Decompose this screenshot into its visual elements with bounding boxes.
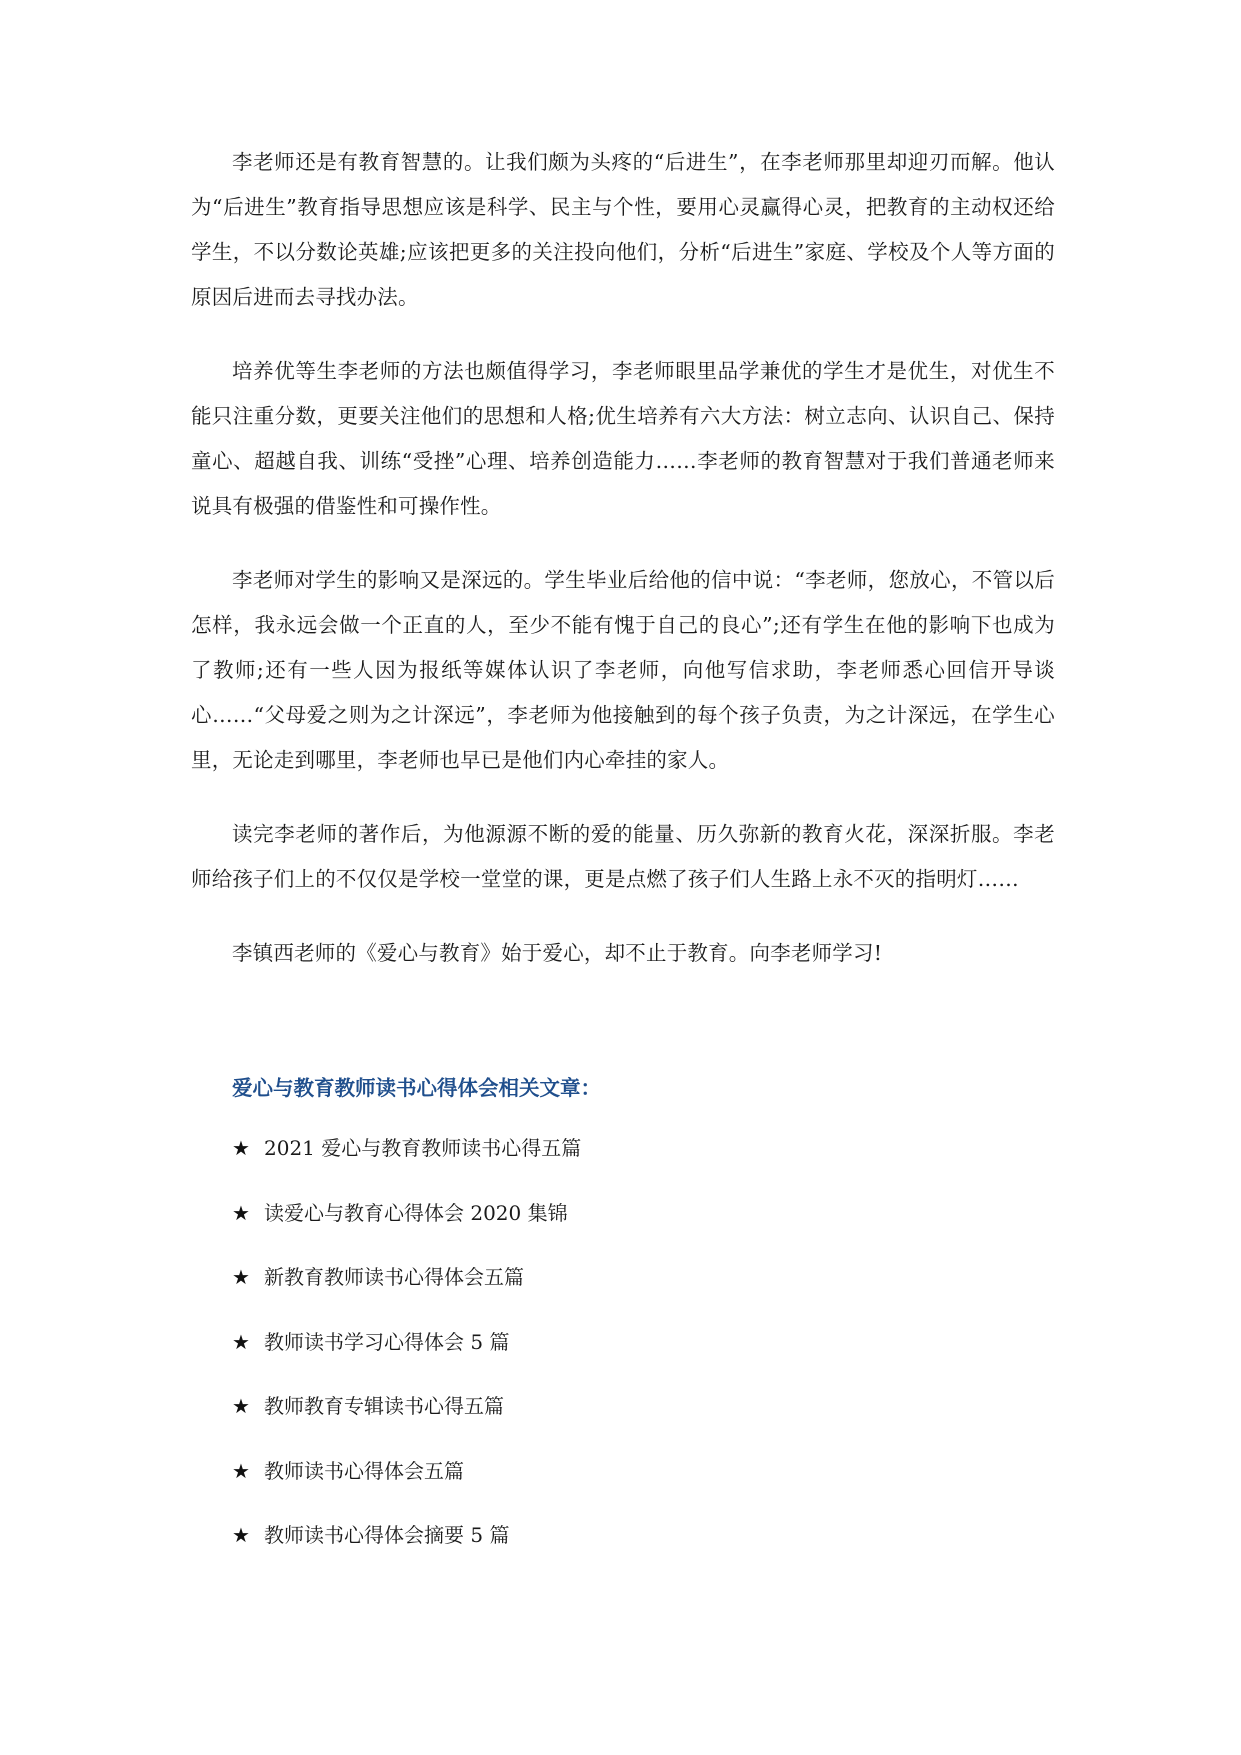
paragraph-1: 李老师还是有教育智慧的。让我们颇为头疼的“后进生”，在李老师那里却迎刃而解。他认为“后进生”教育指导思想应该是科学、民主与个性，要用心灵赢得心灵，把教育的主动权还给学生，不以分数论英雄;应该把更多的关注投向他们，分析“后进生”家庭、学校及个人等方面的原因后进而去寻找办法。 — [191, 150, 1055, 309]
document-page — [191, 140, 1055, 1580]
related-article-link[interactable]: 教师读书心得体会五篇 — [264, 1458, 464, 1483]
related-article-item[interactable] — [232, 1386, 1055, 1426]
related-article-item[interactable] — [232, 1322, 1055, 1362]
related-article-link[interactable]: 新教育教师读书心得体会五篇 — [264, 1265, 524, 1289]
related-article-item[interactable] — [232, 1128, 1055, 1168]
related-article-item[interactable] — [232, 1257, 1055, 1297]
paragraph-2: 培养优等生李老师的方法也颇值得学习，李老师眼里品学兼优的学生才是优生，对优生不能只注重分数，更要关注他们的思想和人格;优生培养有六大方法：树立志向、认识自己、保持童心、超越自我、训练“受挫”心理、培养创造能力……李老师的教育智慧对于我们普通老师来说具有极强的借鉴性和可操作性。 — [191, 359, 1055, 518]
related-article-link[interactable]: 2021 爱心与教育教师读书心得五篇 — [264, 1136, 582, 1160]
related-article-link[interactable]: 教师教育专辑读书心得五篇 — [264, 1394, 504, 1418]
related-article-link[interactable]: 读爱心与教育心得体会 2020 集锦 — [264, 1200, 568, 1225]
paragraph-5: 李镇西老师的《爱心与教育》始于爱心，却不止于教育。向李老师学习! — [232, 941, 883, 965]
article-body — [191, 140, 1055, 976]
paragraph-3: 李老师对学生的影响又是深远的。学生毕业后给他的信中说：“李老师，您放心，不管以后怎样，我永远会做一个正直的人，至少不能有愧于自己的良心”;还有学生在他的影响下也成为了教师;还有一些人因为报纸等媒体认识了李老师，向他写信求助，李老师悉心回信开导谈心……“父母爱之则为之计深远”，李老师为他接触到的每个孩子负责，为之计深远，在学生心里，无论走到哪里，李老师也早已是他们内心牵挂的家人。 — [191, 568, 1055, 772]
paragraph-4: 读完李老师的著作后，为他源源不断的爱的能量、历久弥新的教育火花，深深折服。李老师给孩子们上的不仅仅是学校一堂堂的课，更是点燃了孩子们人生路上永不灭的指明灯…… — [191, 822, 1055, 891]
related-articles-heading: 爱心与教育教师读书心得体会相关文章： — [232, 1076, 601, 1100]
star-icon: ★ — [232, 1523, 250, 1547]
star-icon: ★ — [232, 1136, 250, 1160]
related-article-link[interactable]: 教师读书心得体会摘要 5 篇 — [264, 1523, 510, 1547]
star-icon: ★ — [232, 1394, 250, 1418]
star-icon: ★ — [232, 1329, 250, 1354]
related-article-item[interactable] — [232, 1193, 1055, 1233]
star-icon: ★ — [232, 1265, 250, 1289]
related-article-link[interactable]: 教师读书学习心得体会 5 篇 — [264, 1329, 510, 1354]
related-articles-list — [232, 1128, 1055, 1555]
star-icon: ★ — [232, 1200, 250, 1225]
related-articles-section — [191, 1068, 1055, 1555]
related-article-item[interactable] — [232, 1451, 1055, 1491]
related-article-item[interactable] — [232, 1515, 1055, 1555]
star-icon: ★ — [232, 1458, 250, 1483]
